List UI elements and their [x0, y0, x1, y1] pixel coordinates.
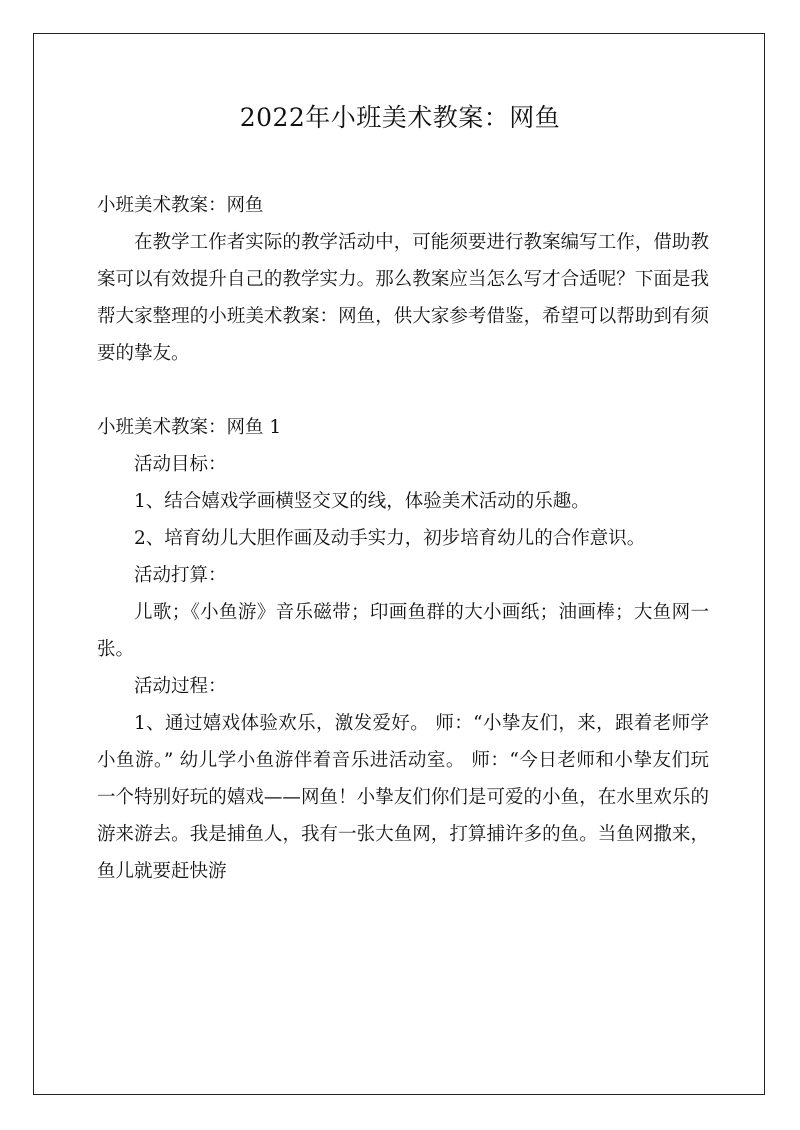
intro-paragraph: 在教学工作者实际的教学活动中，可能须要进行教案编写工作，借助教案可以有效提升自己的教学实力。那么教案应当怎么写才合适呢？下面是我帮大家整理的小班美术教案：网鱼，供大家参考借鉴，希望可以帮助到有须要的挚友。: [97, 232, 709, 364]
document-title: 2022年小班美术教案：网鱼: [239, 103, 561, 132]
process-label: 活动过程：: [134, 676, 227, 697]
goal-item-1: 1、结合嬉戏学画横竖交叉的线，体验美术活动的乐趣。: [134, 491, 590, 512]
section-heading: 小班美术教案：网鱼: [97, 195, 264, 216]
preparation-text: 儿歌；《小鱼游》音乐磁带；印画鱼群的大小画纸；油画棒；大鱼网一张。: [97, 602, 709, 660]
lesson-heading: 小班美术教案：网鱼 1: [97, 417, 282, 438]
goals-label: 活动目标：: [134, 454, 227, 475]
paragraph-gap: [97, 372, 709, 409]
process-step-1: 1、通过嬉戏体验欢乐，激发爱好。 师：“小挚友们，来，跟着老师学小鱼游。” 幼儿学小鱼游伴着音乐进活动室。 师：“今日老师和小挚友们玩一个特别好玩的嬉戏——网鱼！小挚友们你们是可爱的小鱼，在水里欢乐的游来游去。我是捕鱼人，我有一张大鱼网，打算捕许多的鱼。当鱼网撒来，鱼儿就要赶快游: [97, 713, 709, 882]
goal-item-2: 2、培育幼儿大胆作画及动手实力，初步培育幼儿的合作意识。: [134, 528, 646, 549]
document-body: [97, 187, 709, 890]
preparation-label: 活动打算：: [134, 565, 227, 586]
